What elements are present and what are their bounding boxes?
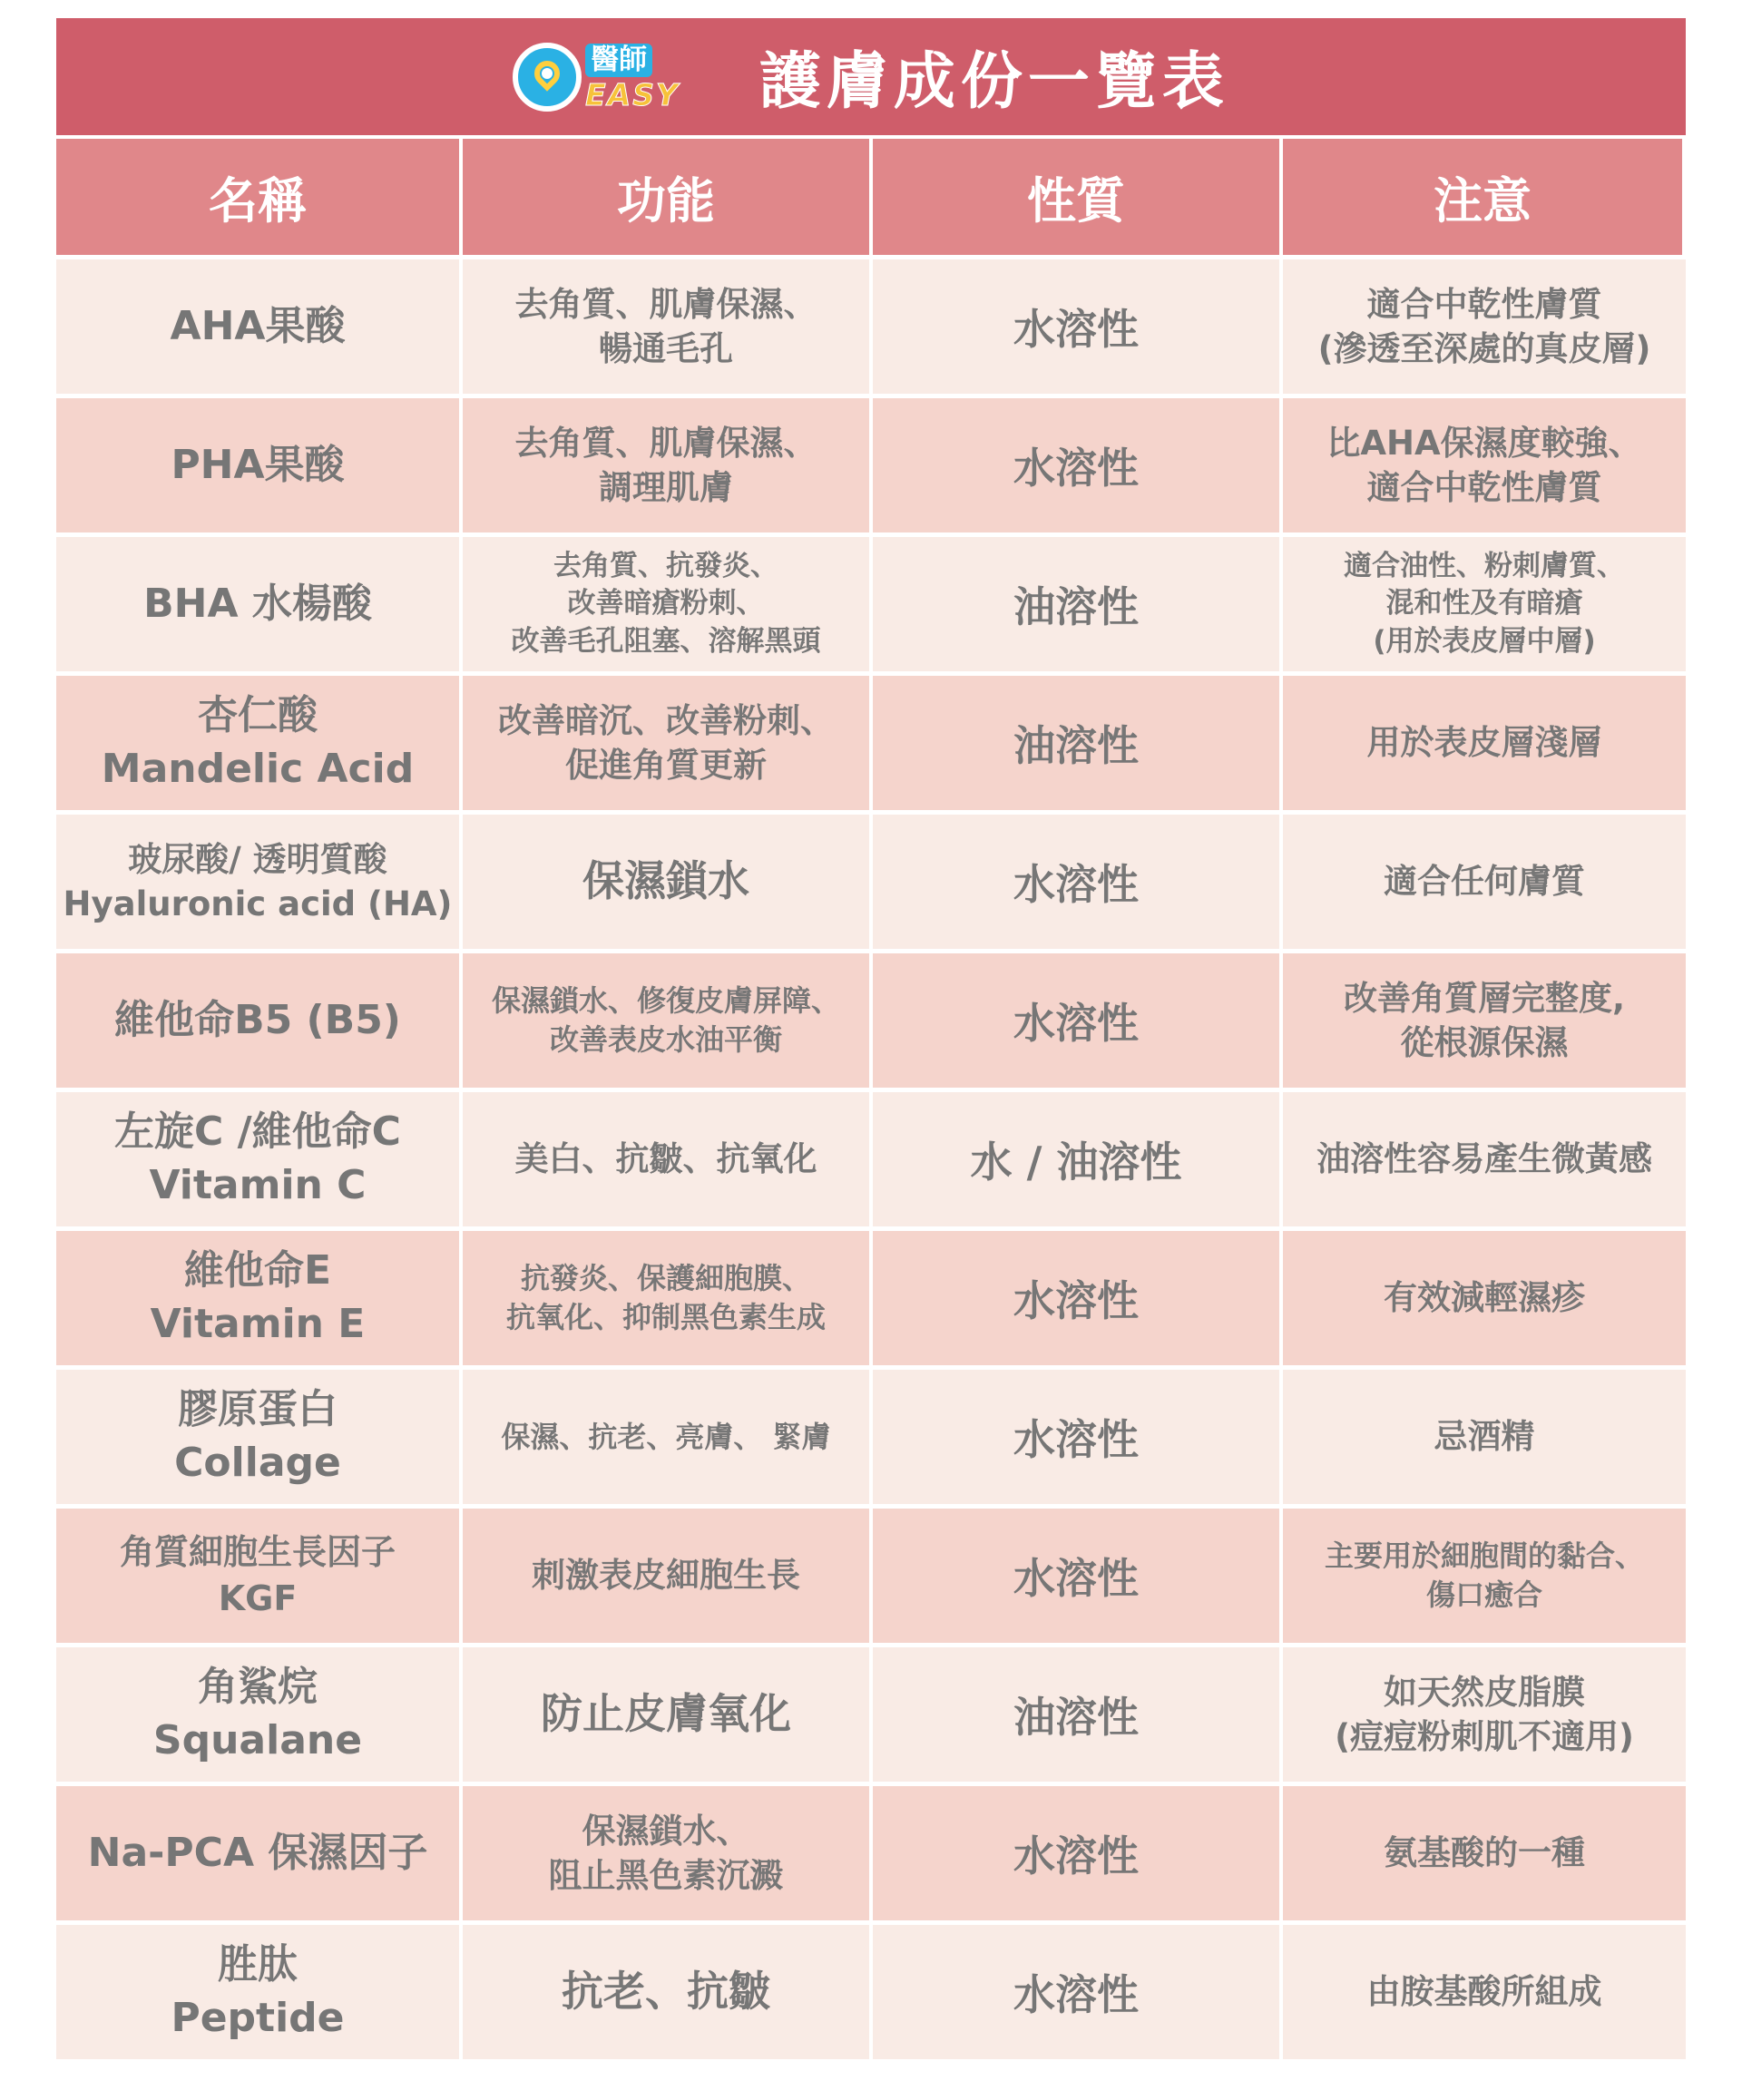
brand-logo	[513, 43, 680, 112]
header-property: 性質	[873, 139, 1283, 255]
cell-name: 維他命B5 (B5)	[56, 953, 463, 1088]
cell-name: Na-PCA 保濕因子	[56, 1786, 463, 1920]
cell-note: 改善角質層完整度, 從根源保濕	[1283, 953, 1686, 1088]
cell-function: 改善暗沉、改善粉刺、 促進角質更新	[463, 676, 873, 810]
cell-name: 維他命E Vitamin E	[56, 1231, 463, 1365]
cell-note: 如天然皮脂膜 (痘痘粉刺肌不適用)	[1283, 1647, 1686, 1782]
cell-property: 水溶性	[873, 1509, 1283, 1643]
cell-function: 抗老、抗皺	[463, 1925, 873, 2059]
cell-name: AHA果酸	[56, 259, 463, 394]
cell-function: 美白、抗皺、抗氧化	[463, 1092, 873, 1226]
location-pin-icon	[513, 43, 582, 112]
cell-function: 防止皮膚氧化	[463, 1647, 873, 1782]
cell-name: 胜肽 Peptide	[56, 1925, 463, 2059]
cell-note: 適合油性、粉刺膚質、 混和性及有暗瘡 (用於表皮層中層)	[1283, 537, 1686, 671]
cell-function: 去角質、肌膚保濕、 暢通毛孔	[463, 259, 873, 394]
header-function: 功能	[463, 139, 873, 255]
cell-function: 刺激表皮細胞生長	[463, 1509, 873, 1643]
header-name: 名稱	[56, 139, 463, 255]
cell-function: 保濕鎖水、修復皮膚屏障、 改善表皮水油平衡	[463, 953, 873, 1088]
ingredient-table	[56, 135, 1686, 2059]
cell-property: 水溶性	[873, 398, 1283, 532]
cell-property: 水溶性	[873, 815, 1283, 949]
cell-note: 忌酒精	[1283, 1370, 1686, 1504]
cell-note: 適合中乾性膚質 (滲透至深處的真皮層)	[1283, 259, 1686, 394]
ingredient-table-wrapper	[56, 18, 1686, 2059]
cell-note: 有效減輕濕疹	[1283, 1231, 1686, 1365]
cell-note: 由胺基酸所組成	[1283, 1925, 1686, 2059]
cell-property: 油溶性	[873, 1647, 1283, 1782]
cell-note: 比AHA保濕度較強、 適合中乾性膚質	[1283, 398, 1686, 532]
cell-function: 抗發炎、保護細胞膜、 抗氧化、抑制黑色素生成	[463, 1231, 873, 1365]
cell-property: 水溶性	[873, 953, 1283, 1088]
cell-name: 左旋C /維他命C Vitamin C	[56, 1092, 463, 1226]
cell-property: 水溶性	[873, 1370, 1283, 1504]
title-bar	[56, 18, 1686, 135]
cell-property: 水 / 油溶性	[873, 1092, 1283, 1226]
cell-note: 用於表皮層淺層	[1283, 676, 1686, 810]
logo-text-bottom: EASY	[585, 77, 680, 112]
cell-note: 油溶性容易產生微黃感	[1283, 1092, 1686, 1226]
page-title: 護膚成份一覽表	[758, 46, 1229, 118]
cell-property: 水溶性	[873, 1925, 1283, 2059]
cell-name: 膠原蛋白 Collage	[56, 1370, 463, 1504]
cell-name: 角鯊烷 Squalane	[56, 1647, 463, 1782]
cell-property: 油溶性	[873, 676, 1283, 810]
cell-property: 水溶性	[873, 259, 1283, 394]
cell-name: 玻尿酸/ 透明質酸 Hyaluronic acid (HA)	[56, 815, 463, 949]
cell-name: BHA 水楊酸	[56, 537, 463, 671]
logo-text-top: 醫師	[585, 44, 652, 77]
cell-function: 保濕鎖水、 阻止黑色素沉澱	[463, 1786, 873, 1920]
cell-property: 油溶性	[873, 537, 1283, 671]
cell-function: 保濕鎖水	[463, 815, 873, 949]
cell-function: 保濕、抗老、亮膚、 緊膚	[463, 1370, 873, 1504]
cell-name: PHA果酸	[56, 398, 463, 532]
cell-note: 適合任何膚質	[1283, 815, 1686, 949]
cell-note: 主要用於細胞間的黏合、 傷口癒合	[1283, 1509, 1686, 1643]
cell-function: 去角質、抗發炎、 改善暗瘡粉刺、 改善毛孔阻塞、溶解黑頭	[463, 537, 873, 671]
cell-property: 水溶性	[873, 1231, 1283, 1365]
cell-name: 杏仁酸 Mandelic Acid	[56, 676, 463, 810]
cell-function: 去角質、肌膚保濕、 調理肌膚	[463, 398, 873, 532]
cell-name: 角質細胞生長因子 KGF	[56, 1509, 463, 1643]
cell-note: 氨基酸的一種	[1283, 1786, 1686, 1920]
header-note: 注意	[1283, 139, 1686, 255]
cell-property: 水溶性	[873, 1786, 1283, 1920]
